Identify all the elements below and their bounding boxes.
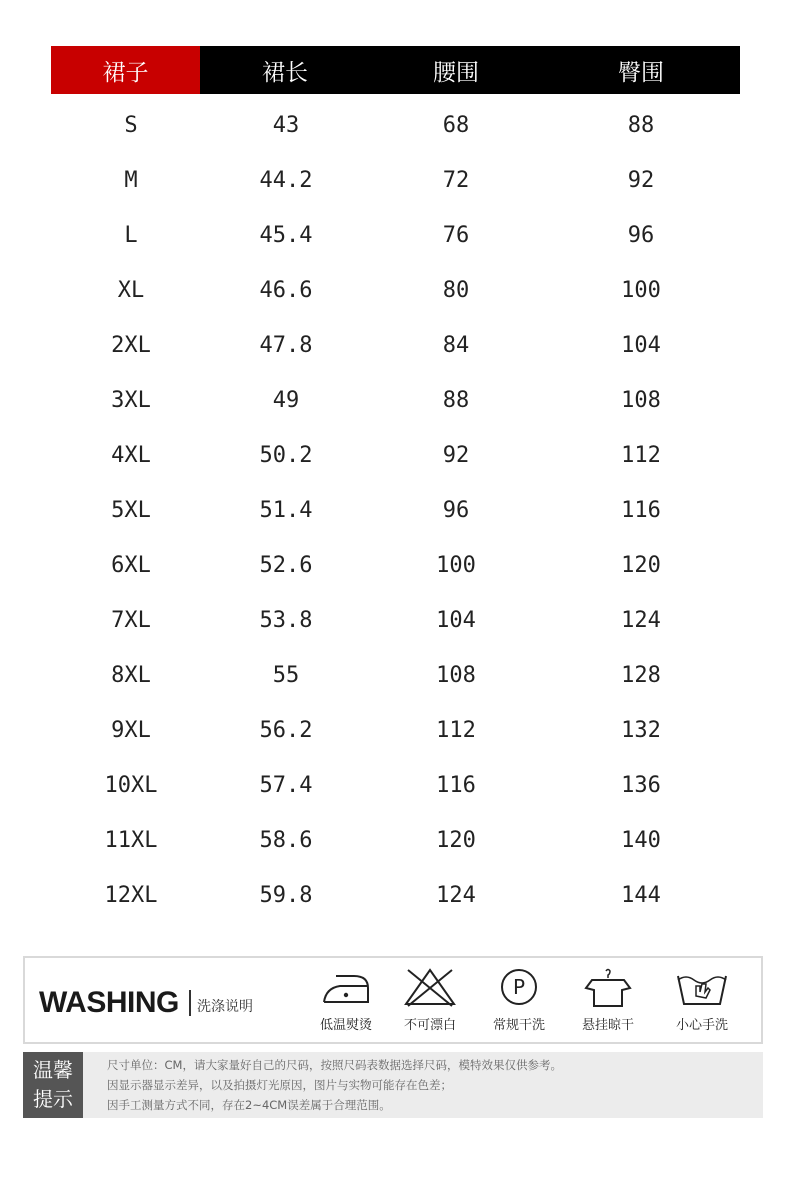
washing-subtitle: 洗涤说明 xyxy=(197,999,253,1015)
cell-length: 53.8 xyxy=(259,608,313,633)
tips-badge-line2: 提示 xyxy=(33,1087,73,1111)
svg-text:P: P xyxy=(512,975,526,999)
table-row xyxy=(51,318,740,373)
cell-hip: 112 xyxy=(621,443,661,468)
cell-size: S xyxy=(124,113,138,138)
cell-hip: 120 xyxy=(621,553,661,578)
cell-waist: 88 xyxy=(442,388,470,413)
hand-wash-icon xyxy=(672,966,732,1008)
table-row xyxy=(51,538,740,593)
care-label-iron: 低温熨烫 xyxy=(319,1018,372,1033)
cell-length: 43 xyxy=(272,113,300,138)
table-row xyxy=(51,153,740,208)
table-row xyxy=(51,758,740,813)
cell-length: 58.6 xyxy=(259,828,313,853)
cell-waist: 112 xyxy=(436,718,476,743)
table-row xyxy=(51,263,740,318)
cell-hip: 92 xyxy=(627,168,655,193)
size-table-header xyxy=(51,46,740,94)
cell-hip: 100 xyxy=(621,278,661,303)
care-label-handwash: 小心手洗 xyxy=(675,1018,728,1033)
cell-size: XL xyxy=(117,278,145,303)
cell-size: 6XL xyxy=(111,553,151,578)
cell-hip: 108 xyxy=(621,388,661,413)
cell-length: 55 xyxy=(272,663,300,688)
table-row xyxy=(51,483,740,538)
cell-size: 4XL xyxy=(111,443,151,468)
washing-divider xyxy=(189,990,191,1016)
cell-hip: 96 xyxy=(627,223,655,248)
header-black-band xyxy=(200,46,740,94)
cell-hip: 144 xyxy=(621,883,661,908)
header-length: 裙长 xyxy=(262,59,308,86)
cell-hip: 132 xyxy=(621,718,661,743)
cell-length: 50.2 xyxy=(259,443,313,468)
table-row xyxy=(51,813,740,868)
table-row xyxy=(51,428,740,483)
header-waist: 腰围 xyxy=(433,59,479,86)
cell-waist: 116 xyxy=(436,773,476,798)
cell-length: 59.8 xyxy=(259,883,313,908)
tips-badge-line1: 温馨 xyxy=(33,1058,73,1082)
tips-line-1: 尺寸单位：CM，请大家量好自己的尺码，按照尺码表数据选择尺码，模特效果仅供参考。 xyxy=(107,1058,562,1072)
cell-waist: 124 xyxy=(436,883,476,908)
cell-hip: 104 xyxy=(621,333,661,358)
tips-line-3: 因手工测量方式不同，存在2~4CM误差属于合理范围。 xyxy=(107,1098,391,1112)
cell-hip: 136 xyxy=(621,773,661,798)
cell-length: 56.2 xyxy=(259,718,313,743)
dry-clean-p-icon xyxy=(489,966,549,1008)
cell-length: 45.4 xyxy=(259,223,313,248)
cell-hip: 124 xyxy=(621,608,661,633)
cell-length: 51.4 xyxy=(259,498,313,523)
cell-hip: 88 xyxy=(627,113,655,138)
size-table-body xyxy=(51,98,740,923)
table-row xyxy=(51,98,740,153)
cell-waist: 100 xyxy=(436,553,476,578)
cell-waist: 108 xyxy=(436,663,476,688)
low-temp-iron-icon xyxy=(316,966,376,1008)
cell-hip: 116 xyxy=(621,498,661,523)
tips-line-2: 因显示器显示差异，以及拍摄灯光原因，图片与实物可能存在色差； xyxy=(107,1078,452,1092)
header-hip: 臀围 xyxy=(618,59,664,86)
cell-waist: 72 xyxy=(442,168,470,193)
care-label-dryclean: 常规干洗 xyxy=(492,1018,545,1033)
cell-size: 5XL xyxy=(111,498,151,523)
cell-size: 12XL xyxy=(104,883,158,908)
care-item-iron xyxy=(303,966,389,1033)
cell-waist: 104 xyxy=(436,608,476,633)
cell-length: 47.8 xyxy=(259,333,313,358)
cell-waist: 84 xyxy=(442,333,470,358)
cell-size: 10XL xyxy=(104,773,158,798)
cell-hip: 140 xyxy=(621,828,661,853)
cell-waist: 120 xyxy=(436,828,476,853)
cell-size: 2XL xyxy=(111,333,151,358)
cell-size: L xyxy=(124,223,138,248)
care-label-bleach: 不可漂白 xyxy=(403,1018,456,1033)
table-row xyxy=(51,208,740,263)
care-label-hang: 悬挂晾干 xyxy=(581,1018,634,1033)
cell-length: 44.2 xyxy=(259,168,313,193)
cell-length: 57.4 xyxy=(259,773,313,798)
cell-hip: 128 xyxy=(621,663,661,688)
care-item-hang xyxy=(565,966,651,1033)
care-item-dryclean xyxy=(476,966,562,1033)
cell-size: M xyxy=(124,168,138,193)
header-skirt: 裙子 xyxy=(51,46,200,94)
no-bleach-icon xyxy=(400,966,460,1008)
table-row xyxy=(51,373,740,428)
washing-title: WASHING xyxy=(39,986,179,1019)
cell-waist: 76 xyxy=(442,223,470,248)
cell-length: 49 xyxy=(272,388,300,413)
cell-waist: 80 xyxy=(442,278,470,303)
table-row xyxy=(51,593,740,648)
cell-size: 8XL xyxy=(111,663,151,688)
cell-waist: 96 xyxy=(442,498,470,523)
care-item-handwash xyxy=(659,966,745,1033)
table-row xyxy=(51,703,740,758)
cell-waist: 92 xyxy=(442,443,470,468)
washing-panel xyxy=(23,956,763,1044)
tips-panel xyxy=(23,1052,763,1118)
cell-size: 7XL xyxy=(111,608,151,633)
cell-size: 11XL xyxy=(104,828,158,853)
table-row xyxy=(51,648,740,703)
care-item-bleach xyxy=(387,966,473,1033)
cell-length: 52.6 xyxy=(259,553,313,578)
cell-size: 3XL xyxy=(111,388,151,413)
hang-dry-icon xyxy=(578,966,638,1008)
tips-text xyxy=(107,1055,562,1115)
cell-size: 9XL xyxy=(111,718,151,743)
cell-length: 46.6 xyxy=(259,278,313,303)
table-row xyxy=(51,868,740,923)
cell-waist: 68 xyxy=(442,113,470,138)
tips-badge xyxy=(23,1052,83,1118)
